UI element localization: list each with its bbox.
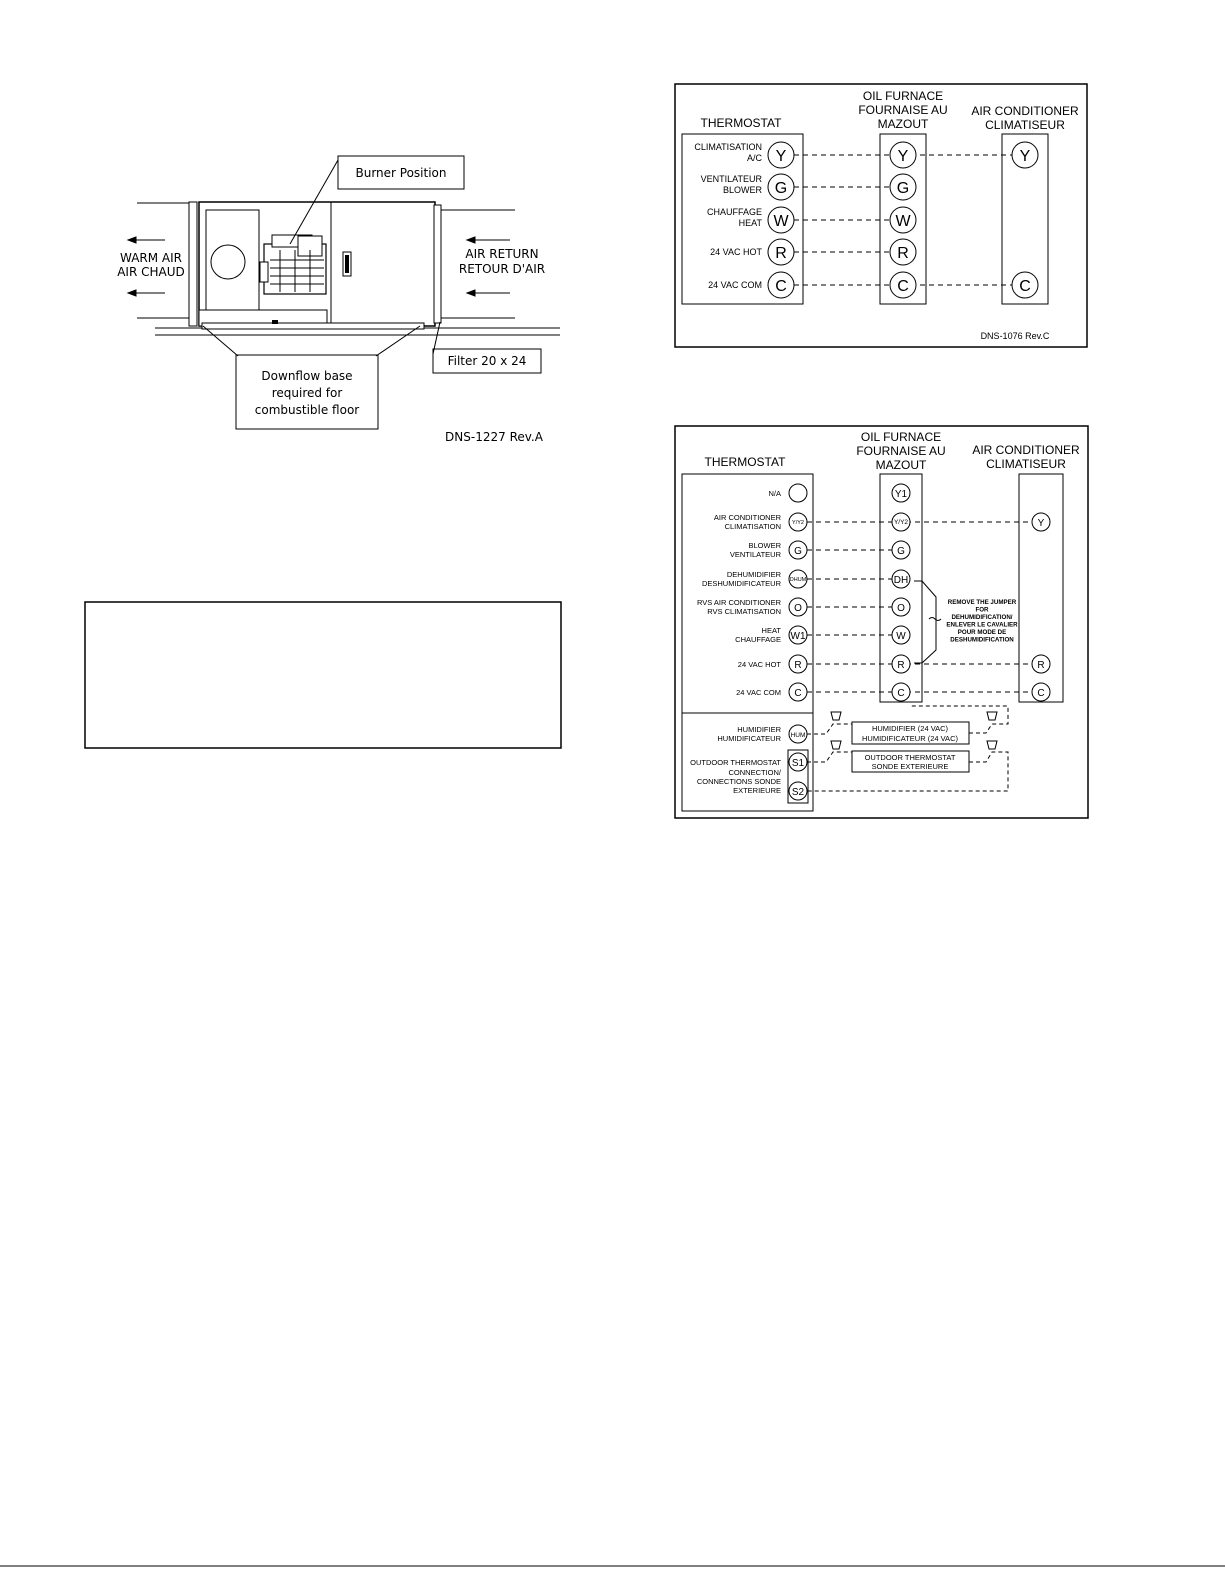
d1-row-label: CLIMATISATION bbox=[694, 142, 762, 152]
d1-row-label-2: A/C bbox=[746, 153, 762, 163]
jumper-note-line: DESHUMIDIFICATION bbox=[950, 636, 1014, 644]
jumper-note-line: ENLEVER LE CAVALIER bbox=[946, 621, 1018, 629]
d2-outdoor-box-1: OUTDOOR THERMOSTAT bbox=[864, 753, 956, 762]
d1-furnace-terminal: W bbox=[895, 213, 911, 230]
d1-furnace-title-2: FOURNAISE AU bbox=[858, 103, 948, 117]
d1-row-label: 24 VAC HOT bbox=[710, 247, 762, 257]
d1-ac-terminal: Y bbox=[1019, 148, 1031, 165]
d2-row-label-2: CHAUFFAGE bbox=[735, 635, 781, 644]
downflow-base-line3: combustible floor bbox=[254, 403, 360, 417]
d2-outdoor-label1: OUTDOOR THERMOSTAT bbox=[690, 758, 781, 767]
jumper-note-line: REMOVE THE JUMPER bbox=[947, 599, 1017, 606]
d2-thermostat-terminal: R bbox=[794, 660, 802, 671]
d1-furnace-title-3: MAZOUT bbox=[877, 117, 929, 131]
d2-outdoor-label2: CONNECTION/ bbox=[728, 768, 781, 777]
d2-ac-title-1: AIR CONDITIONER bbox=[972, 443, 1080, 457]
d2-row-label-2: CLIMATISATION bbox=[724, 522, 781, 531]
d2-humidifier-box-1: HUMIDIFIER (24 VAC) bbox=[871, 724, 949, 733]
d2-furnace-terminal: W bbox=[896, 631, 906, 642]
d2-row-label-2: VENTILATEUR bbox=[729, 550, 781, 559]
d1-drawing-number: DNS-1076 Rev.C bbox=[980, 331, 1050, 341]
d1-thermostat-terminal: W bbox=[773, 213, 789, 230]
d2-furnace-terminal: Y/Y2 bbox=[893, 519, 909, 526]
d2-furnace-terminal: C bbox=[897, 688, 905, 699]
d2-furnace-title-1: OIL FURNACE bbox=[860, 430, 942, 444]
downflow-base-line1: Downflow base bbox=[261, 369, 353, 383]
d1-thermostat-terminal: Y bbox=[775, 148, 787, 165]
d1-furnace-title-1: OIL FURNACE bbox=[862, 89, 944, 103]
d2-thermostat-title: THERMOSTAT bbox=[704, 455, 786, 469]
d2-furnace-terminal: Y1 bbox=[894, 489, 908, 500]
jumper-note-line: FOR bbox=[975, 606, 989, 614]
d1-furnace-terminal: C bbox=[897, 278, 909, 295]
d1-thermostat-terminal: G bbox=[774, 180, 788, 197]
d2-outdoor-terminal-2: S2 bbox=[791, 787, 805, 798]
d2-thermostat-terminal: C bbox=[794, 688, 802, 699]
d2-row-label: 24 VAC HOT bbox=[737, 660, 781, 669]
d2-outdoor-terminal-1: S1 bbox=[791, 758, 805, 769]
d1-ac-terminal: C bbox=[1019, 278, 1031, 295]
d2-thermostat-terminal: G bbox=[794, 546, 802, 557]
d2-humidifier-label1: HUMIDIFIER bbox=[737, 725, 781, 734]
wiring-diagram-1 bbox=[675, 84, 1087, 347]
d2-row-label: BLOWER bbox=[748, 541, 781, 550]
d2-furnace-title-2: FOURNAISE AU bbox=[856, 444, 946, 458]
d1-row-label: VENTILATEUR bbox=[700, 174, 762, 184]
d2-humidifier-terminal: HUM bbox=[790, 732, 806, 739]
d2-row-label: DEHUMIDIFIER bbox=[726, 570, 781, 579]
d2-thermostat-terminal: Y/Y2 bbox=[792, 520, 804, 526]
d2-ac-terminal: R bbox=[1037, 660, 1045, 671]
burner-position-label: Burner Position bbox=[355, 166, 447, 180]
d2-humidifier-box-2: HUMIDIFICATEUR (24 VAC) bbox=[862, 734, 958, 743]
filter-label: Filter 20 x 24 bbox=[447, 354, 527, 368]
d2-row-label: N/A bbox=[768, 489, 781, 498]
d2-outdoor-box-2: SONDE EXTERIEURE bbox=[871, 762, 949, 771]
d2-thermostat-terminal: O bbox=[794, 603, 802, 614]
d2-ac-terminal: Y bbox=[1037, 518, 1045, 529]
jumper-note-line: DEHUMIDIFICATION/ bbox=[951, 614, 1013, 621]
d2-furnace-terminal: G bbox=[897, 546, 905, 557]
d2-thermostat-terminal: W1 bbox=[790, 631, 806, 642]
jumper-note bbox=[946, 599, 1018, 644]
d2-row-label-2: DESHUMIDIFICATEUR bbox=[701, 579, 781, 588]
furnace-drawing-number: DNS-1227 Rev.A bbox=[445, 430, 543, 444]
d2-row-label-2: RVS CLIMATISATION bbox=[707, 607, 781, 616]
d1-furnace-terminal: R bbox=[897, 245, 909, 262]
d1-row-label: CHAUFFAGE bbox=[706, 207, 762, 217]
d2-ac-title-2: CLIMATISEUR bbox=[986, 457, 1066, 471]
d1-thermostat-terminal: R bbox=[775, 245, 787, 262]
d1-ac-title-2: CLIMATISEUR bbox=[985, 118, 1065, 132]
empty-note-box bbox=[85, 602, 561, 748]
d2-furnace-terminal: O bbox=[897, 603, 905, 614]
d1-row-label-2: HEAT bbox=[738, 218, 762, 228]
downflow-base-line2: required for bbox=[271, 386, 343, 400]
d2-ac-terminal: C bbox=[1037, 688, 1045, 699]
warm-air-label: WARM AIR bbox=[119, 251, 183, 265]
d2-row-label: AIR CONDITIONER bbox=[713, 513, 781, 522]
d1-row-label-2: BLOWER bbox=[722, 185, 762, 195]
furnace-figure bbox=[117, 156, 560, 444]
d2-thermostat-terminal: DHUM bbox=[789, 577, 807, 583]
d2-furnace-terminal: R bbox=[897, 660, 905, 671]
d2-outdoor-label4: EXTERIEURE bbox=[733, 786, 781, 795]
air-return-label-fr: RETOUR D'AIR bbox=[458, 262, 546, 276]
air-return-label: AIR RETURN bbox=[465, 247, 539, 261]
d1-furnace-terminal: Y bbox=[897, 148, 909, 165]
d2-row-label: 24 VAC COM bbox=[736, 688, 781, 697]
jumper-note-line: POUR MODE DE bbox=[957, 629, 1007, 636]
d1-furnace-terminal: G bbox=[896, 180, 910, 197]
d2-furnace-terminal: DH bbox=[893, 575, 909, 586]
d2-humidifier-label2: HUMIDIFICATEUR bbox=[717, 734, 781, 743]
d2-furnace-title-3: MAZOUT bbox=[875, 458, 927, 472]
wiring-diagram-2 bbox=[675, 426, 1088, 818]
d2-outdoor-label3: CONNECTIONS SONDE bbox=[696, 777, 781, 786]
d1-thermostat-title: THERMOSTAT bbox=[700, 116, 782, 130]
d1-row-label: 24 VAC COM bbox=[708, 280, 762, 290]
warm-air-label-fr: AIR CHAUD bbox=[117, 265, 185, 279]
d2-row-label: HEAT bbox=[761, 626, 781, 635]
d1-thermostat-terminal: C bbox=[775, 278, 787, 295]
d2-row-label: RVS AIR CONDITIONER bbox=[696, 598, 781, 607]
d1-ac-title-1: AIR CONDITIONER bbox=[971, 104, 1079, 118]
